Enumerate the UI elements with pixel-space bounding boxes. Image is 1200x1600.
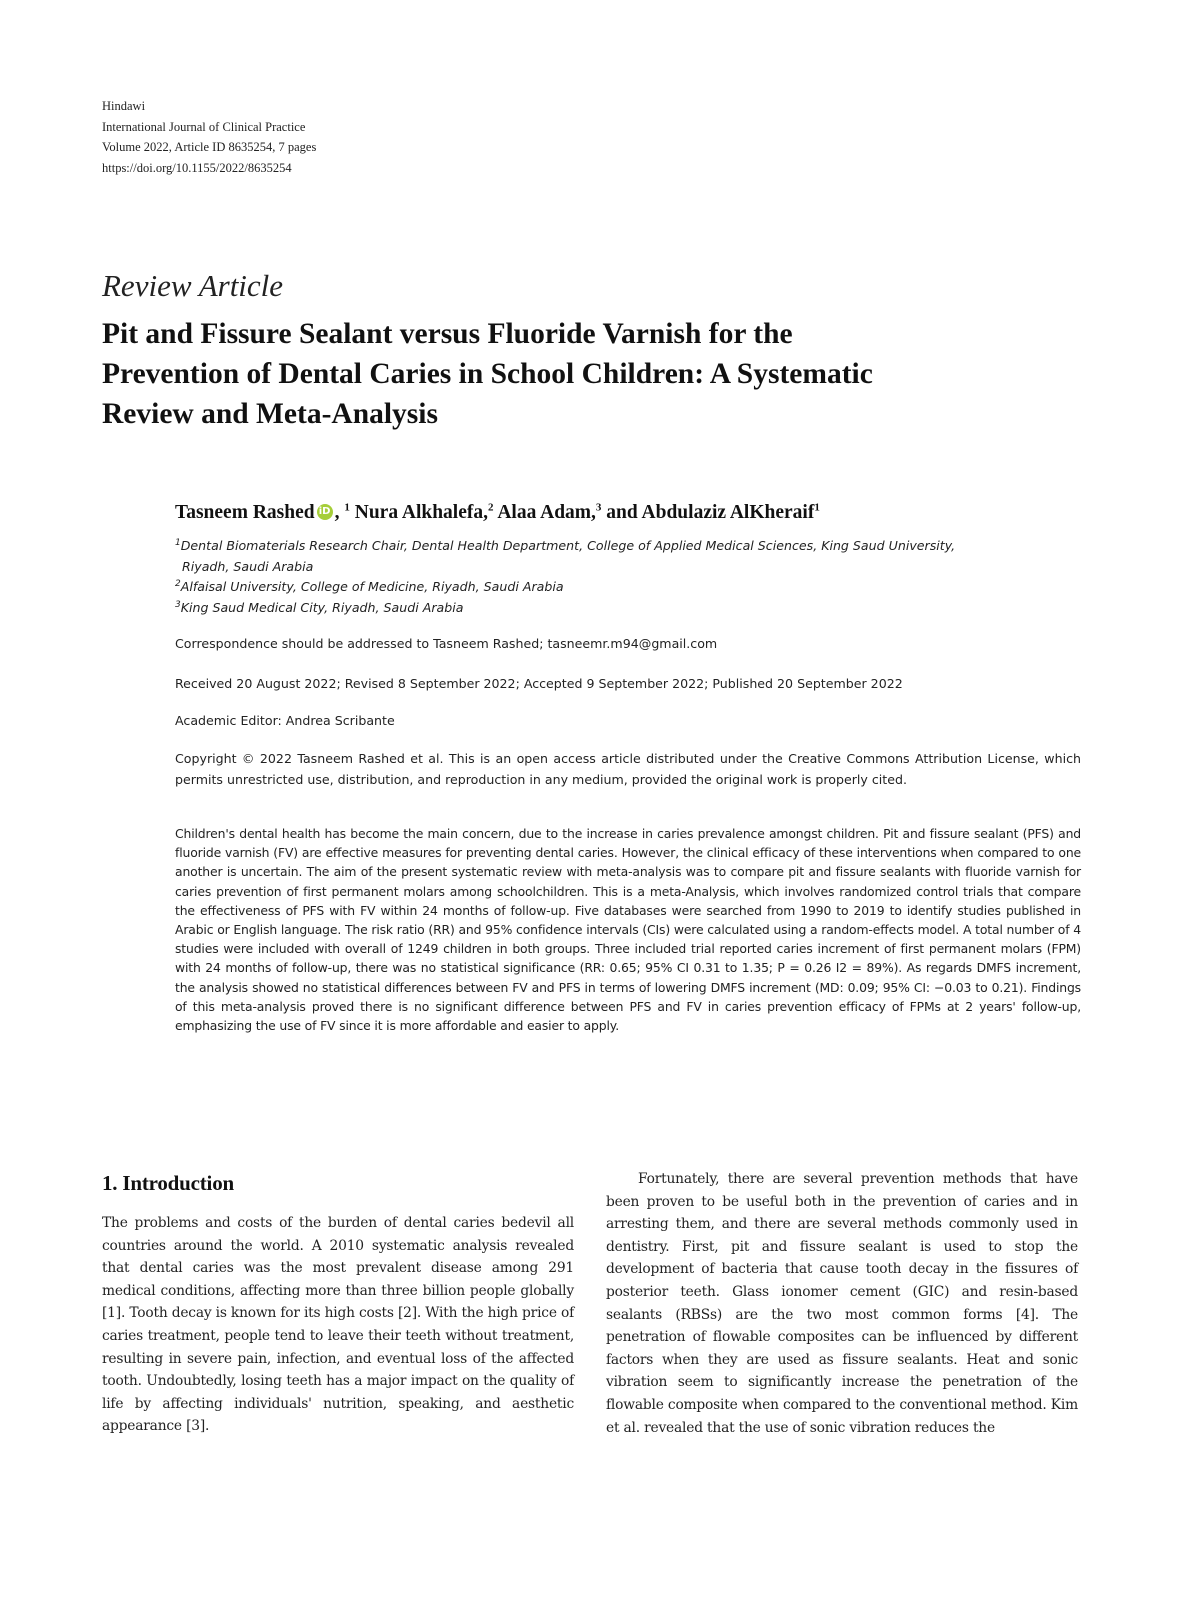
author-name[interactable]: and Abdulaziz AlKheraif [606, 502, 815, 523]
journal-masthead [102, 96, 502, 178]
affiliation-marker: 2 [488, 501, 494, 514]
affiliation-marker: 1 [344, 501, 350, 514]
publication-dates: Received 20 August 2022; Revised 8 September 2022; Accepted 9 September 2022; Published 20 September 2022 [175, 676, 903, 691]
author-name[interactable]: Nura Alkhalefa, [354, 502, 488, 523]
affiliation-marker: 3 [595, 501, 602, 514]
body-column-left [102, 1168, 574, 1438]
affiliation-item [175, 577, 1105, 598]
volume-info: Volume 2022, Article ID 8635254, 7 pages [102, 140, 317, 154]
title-line: Pit and Fissure Sealant versus Fluoride Varnish for the [102, 318, 793, 350]
body-paragraph: The problems and costs of the burden of dental caries bedevil all countries around the world. A 2010 systematic analysis revealed that dental caries was the most prevalent disease among 291 medical conditions, affecting more than three billion people globally [1]. Tooth decay is known for its high costs [2]. With the high price of caries treatment, people tend to leave their teeth without treatment, resulting in severe pain, infection, and eventual loss of the affected tooth. Undoubtedly, losing teeth has a major impact on the quality of life by affecting individuals' nutrition, speaking, and aesthetic appearance [3]. [102, 1215, 574, 1435]
article-title [102, 314, 1102, 434]
affiliation-number: 2 [175, 578, 181, 589]
section-heading-introduction: 1. Introduction [102, 1171, 234, 1195]
author-name[interactable]: Tasneem Rashed [175, 502, 315, 523]
doi-link[interactable]: https://doi.org/10.1155/2022/8635254 [102, 160, 292, 175]
article-type: Review Article [102, 268, 284, 303]
title-line: Prevention of Dental Caries in School Children: A Systematic [102, 358, 873, 390]
affiliation-text: Alfaisal University, College of Medicine, Riyadh, Saudi Arabia [180, 579, 564, 594]
affiliation-list [175, 536, 1105, 618]
affiliation-number: 1 [175, 537, 181, 548]
affiliation-text: Riyadh, Saudi Arabia [182, 558, 314, 574]
copyright-statement: Copyright © 2022 Tasneem Rashed et al. This is an open access article distributed under the Creative Commons Attribution License, which permits unrestricted use, distribution, and reproduction in any medium, provided the original work is properly cited. [175, 751, 1081, 787]
journal-name: International Journal of Clinical Practice [102, 119, 306, 134]
orcid-icon[interactable]: iD [317, 504, 333, 520]
affiliation-item [175, 536, 1105, 577]
author-separator: , [334, 502, 345, 523]
publisher-name: Hindawi [102, 99, 146, 113]
academic-editor: Academic Editor: Andrea Scribante [175, 713, 395, 728]
affiliation-text: King Saud Medical City, Riyadh, Saudi Arabia [180, 599, 464, 615]
affiliation-item [175, 598, 1105, 619]
affiliation-number: 3 [175, 599, 181, 610]
affiliation-text: Dental Biomaterials Research Chair, Dental Health Department, College of Applied Medical Sciences, King Saud University, [180, 538, 956, 553]
affiliation-marker: 1 [814, 501, 820, 514]
correspondence-note: Correspondence should be addressed to Tasneem Rashed; tasneemr.m94@gmail.com [175, 636, 718, 651]
author-list [175, 502, 1115, 524]
abstract-text: Children's dental health has become the main concern, due to the increase in caries prevalence amongst children. Pit and fissure sealant (PFS) and fluoride varnish (FV) are effective measures for preventing dental caries. However, the clinical efficacy of these interventions when compared to one another is uncertain. The aim of the present systematic review with meta-analysis was to compare pit and fissure sealants with fluoride varnish for caries prevention of first permanent molars among schoolchildren. This is a meta-Analysis, which involves randomized control trials that compare the effectiveness of PFS with FV within 24 months of follow-up. Five databases were searched from 1990 to 2019 to identify studies published in Arabic or English language. The risk ratio (RR) and 95% confidence intervals (CIs) were calculated using a random-effects model. A total number of 4 studies were included with overall of 1249 children in both groups. Three included trial reported caries increment of first permanent molars (FPM) with 24 months of follow-up, there was no statistical significance (RR: 0.65; 95% CI 0.31 to 1.35; P = 0.26 I2 = 89%). As regards DMFS increment, the analysis showed no statistical differences between FV and PFS in terms of lowering DMFS increment (MD: 0.09; 95% CI: −0.03 to 0.21). Findings of this meta-analysis proved there is no significant difference between PFS and FV in caries prevention efficacy of FPMs at 2 years' follow-up, emphasizing the use of FV since it is more affordable and easier to apply. [175, 826, 1081, 1034]
author-name[interactable]: Alaa Adam, [497, 502, 596, 523]
body-paragraph: Fortunately, there are several prevention methods that have been proven to be useful both in the prevention of caries and in arresting them, and there are several methods commonly used in dentistry. First, pit and fissure sealant is used to stop the development of bacteria that cause tooth decay in the fissures of posterior teeth. Glass ionomer cement (GIC) and resin-based sealants (RBSs) are the two most common forms [4]. The penetration of flowable composites can be influenced by different factors when they are used as fissure sealants. Heat and sonic vibration seem to significantly increase the penetration of the flowable composite when compared to the conventional method. Kim et al. revealed that the use of sonic vibration reduces the [606, 1171, 1078, 1436]
body-column-right [606, 1168, 1078, 1439]
title-line: Review and Meta-Analysis [102, 398, 438, 430]
